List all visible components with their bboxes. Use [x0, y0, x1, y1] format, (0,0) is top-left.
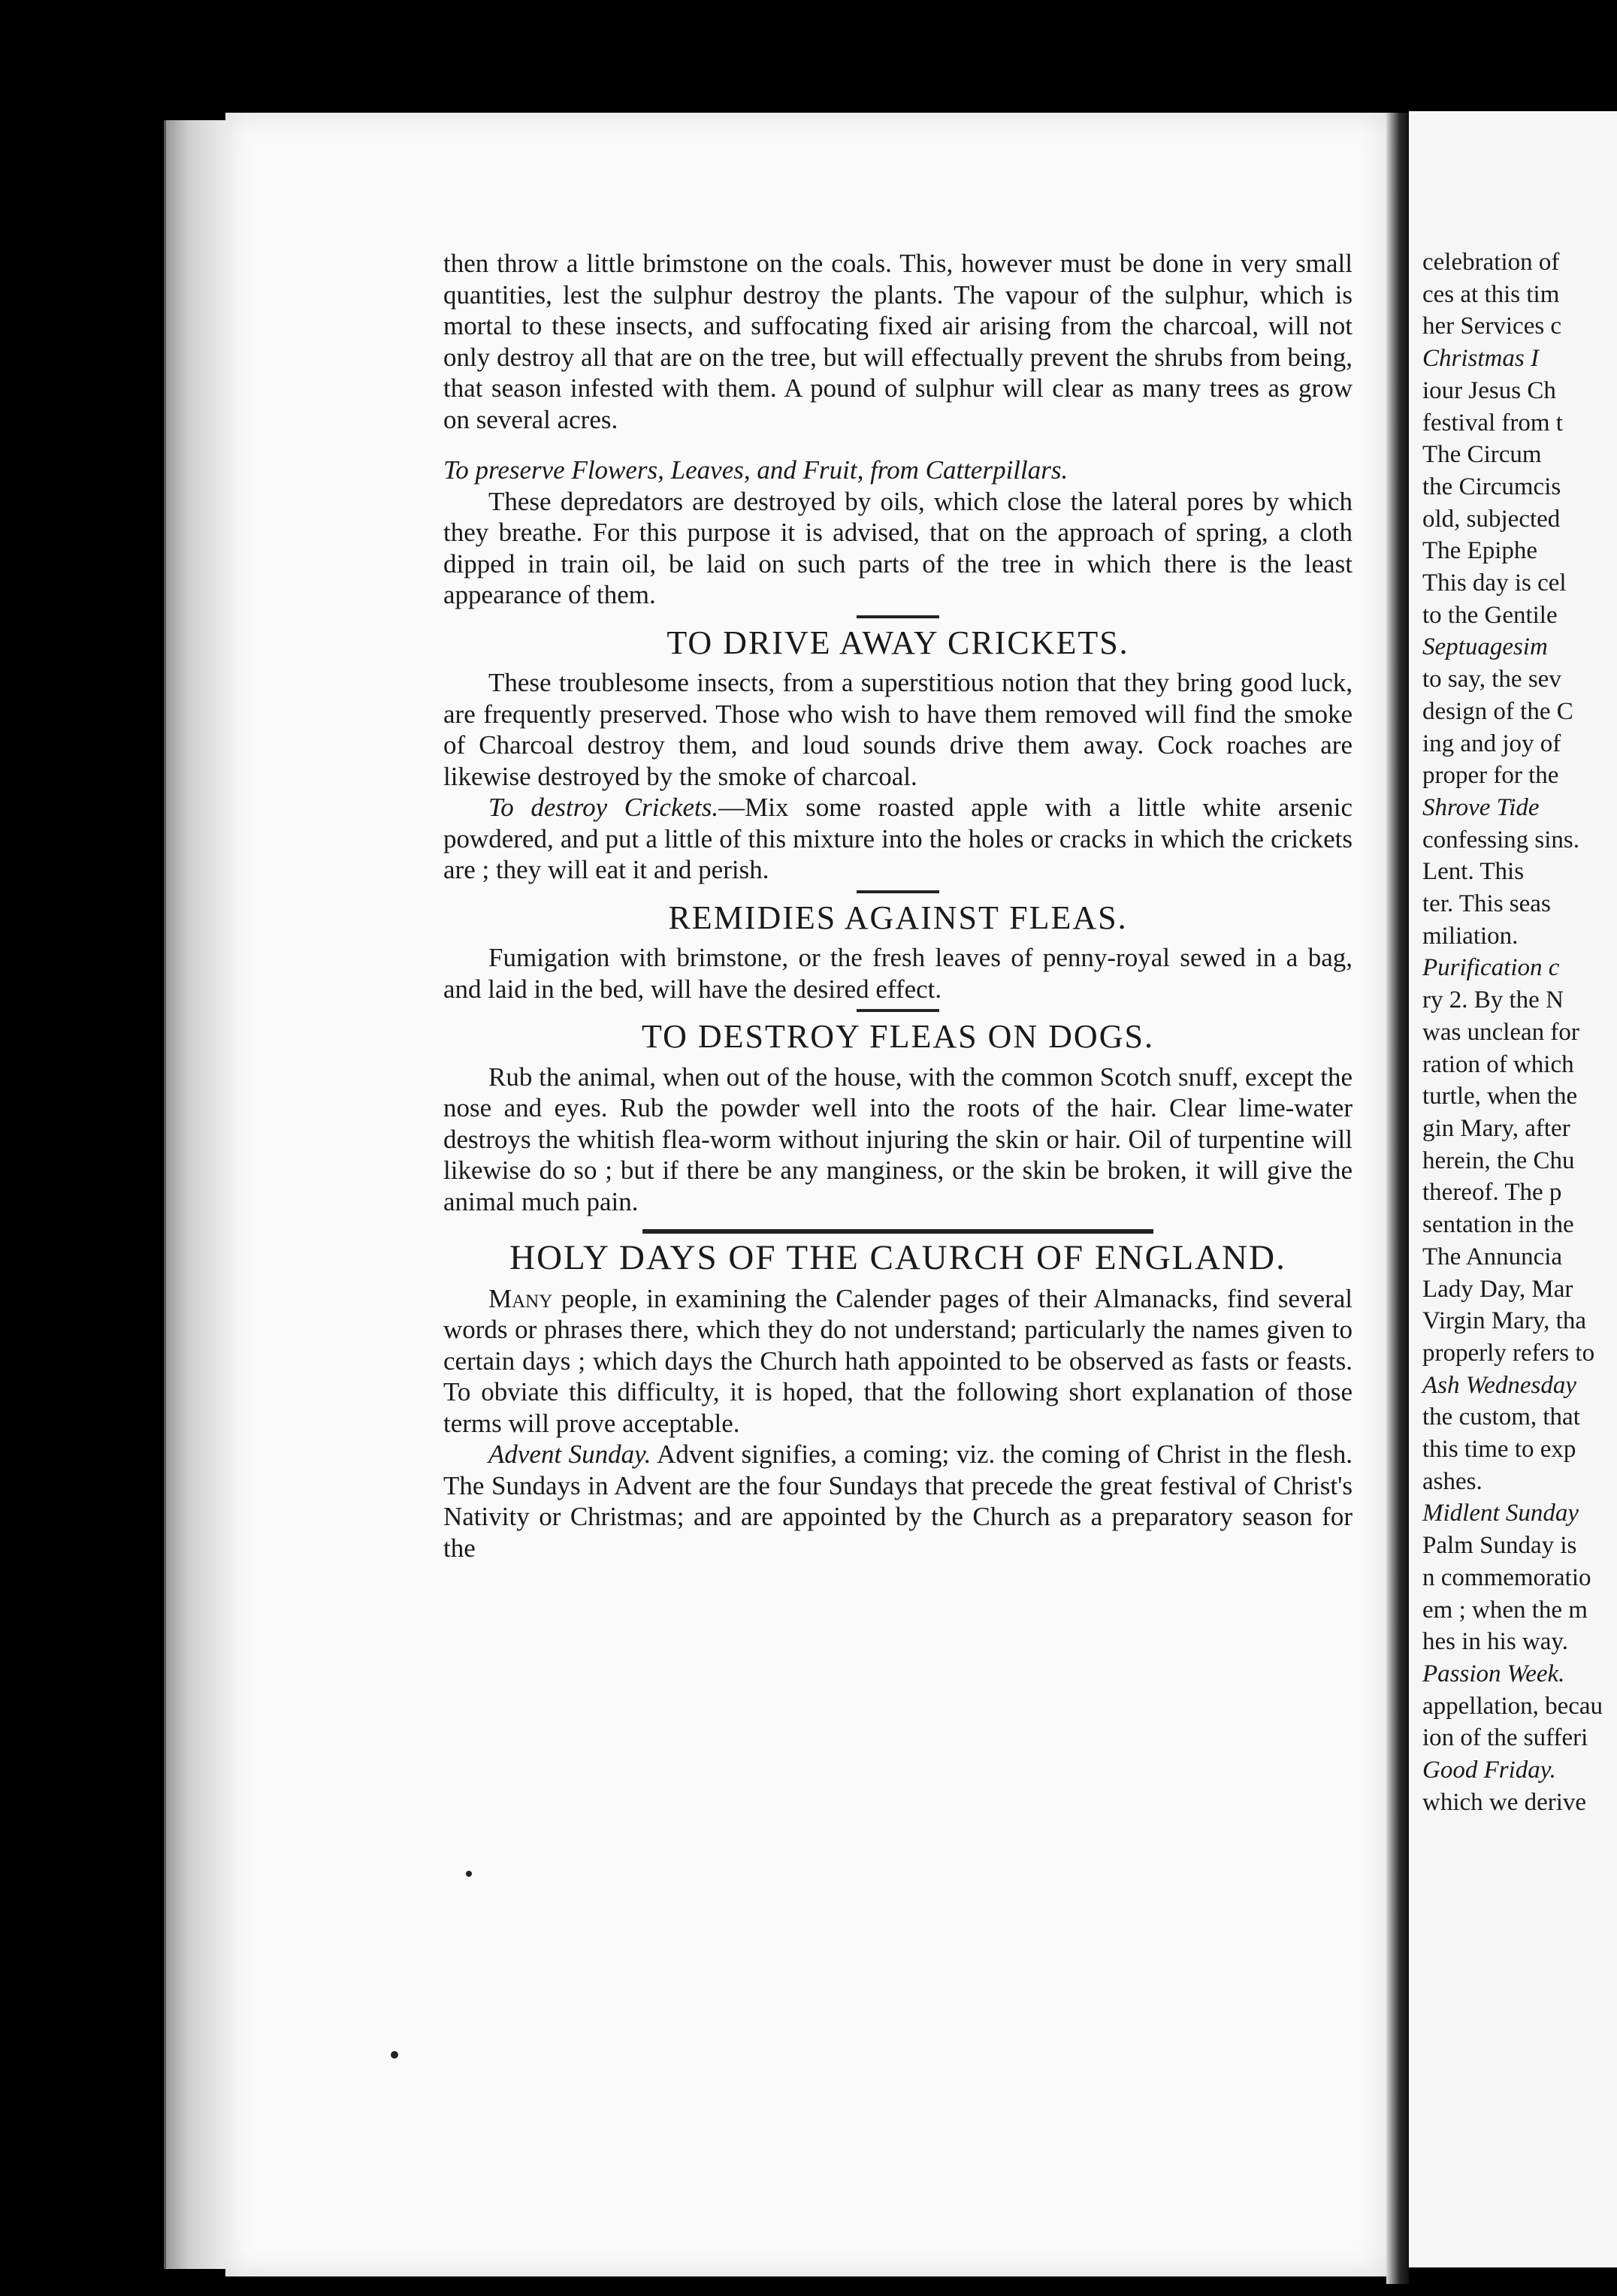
crickets-sub-label: To destroy Crickets. — [488, 793, 719, 822]
crickets-sub-body: —Mix some roasted apple with a little white arsenic powdered, and put a little of this mixture into the holes or cracks in which the crickets are ; they will eat it and perish. — [443, 793, 1353, 884]
left-page-text — [443, 248, 1353, 1563]
right-page-line: turtle, when the — [1422, 1083, 1578, 1110]
right-page-line: the custom, that — [1422, 1403, 1580, 1431]
right-page-line: miliation. — [1422, 922, 1519, 950]
right-page-line: design of the C — [1422, 697, 1573, 725]
crickets-sub — [443, 792, 1353, 886]
right-page-line: gin Mary, after — [1422, 1114, 1570, 1142]
right-page-line: herein, the Chu — [1422, 1146, 1575, 1174]
right-page-line: Lady Day, Mar — [1422, 1275, 1573, 1303]
right-page-line: the Circumcis — [1422, 473, 1561, 500]
right-page-line: ry 2. By the N — [1422, 986, 1564, 1014]
right-page-text — [1422, 246, 1617, 1818]
right-page-line: proper for the — [1422, 762, 1559, 790]
right-page-line: ter. This seas — [1422, 890, 1551, 918]
holy-days-intro-text: people, in examining the Calender pages of their Almanacks, find several words or phrases there, which they do not understand; particularly the names given to certain days ; which days the Church hath appointed to be observed as fasts or feasts. To obviate this difficulty, it is hoped, that the following short explanation of those terms will prove acceptable. — [443, 1283, 1353, 1438]
right-page-line: this time to exp — [1422, 1436, 1576, 1464]
fleas-dogs-heading: TO DESTROY FLEAS ON DOGS. — [642, 1018, 1154, 1055]
right-page-line: ces at this tim — [1422, 280, 1560, 308]
holy-days-intro — [443, 1283, 1353, 1440]
section-divider — [857, 890, 939, 893]
crickets-heading: TO DRIVE AWAY CRICKETS. — [666, 624, 1129, 661]
right-page-line: festival from t — [1422, 409, 1563, 437]
ink-speck — [391, 2051, 398, 2059]
crickets-body: These troublesome insects, from a superstitious notion that they bring good luck, are frequently preserved. Those who wish to have them removed will find the smoke of Charcoal destroy them, and loud sounds drive them away. Cock roaches are likewise destroyed by the smoke of charcoal. — [443, 668, 1353, 791]
right-page-line: Shrove Tide — [1422, 793, 1540, 821]
right-page-line: to the Gentile — [1422, 601, 1558, 629]
right-page-line: sentation in the — [1422, 1211, 1574, 1239]
right-page-line: Christmas I — [1422, 345, 1539, 373]
right-page-line: to say, the sev — [1422, 666, 1561, 693]
section-divider — [857, 1009, 939, 1012]
right-page-line: The Epiphe — [1422, 537, 1538, 565]
right-page-line: ion of the sufferi — [1422, 1724, 1588, 1752]
right-page-line: old, subjected — [1422, 505, 1561, 533]
right-page-line: Septuagesim — [1422, 633, 1548, 661]
right-page-line: her Services c — [1422, 313, 1562, 340]
holy-days-intro-first: Many — [488, 1283, 553, 1313]
right-page-line: ration of which — [1422, 1050, 1574, 1078]
fleas-heading: REMIDIES AGAINST FLEAS. — [668, 899, 1128, 936]
right-page-line: hes in his way. — [1422, 1628, 1569, 1656]
right-page-line: Virgin Mary, tha — [1422, 1307, 1586, 1335]
right-page-line: ashes. — [1422, 1467, 1483, 1495]
ink-speck — [466, 1871, 472, 1877]
right-page-line: em ; when the m — [1422, 1596, 1588, 1624]
right-page-line: was unclean for — [1422, 1018, 1579, 1046]
advent-body: Advent signifies, a coming; viz. the coming of Christ in the flesh. The Sundays in Advent are the four Sundays that precede the great festival of Christ's Nativity or Christmas; and are appointed by the Church as a preparatory season for the — [443, 1440, 1353, 1563]
right-page-line: ing and joy of — [1422, 730, 1561, 757]
right-page-line: Lent. This — [1422, 858, 1525, 886]
section-divider — [857, 615, 939, 618]
right-page-line: Ash Wednesday — [1422, 1371, 1576, 1399]
right-page-line: properly refers to — [1422, 1339, 1595, 1367]
right-page-line: n commemoratio — [1422, 1563, 1591, 1591]
fleas-body: Fumigation with brimstone, or the fresh leaves of penny-royal sewed in a bag, and laid in the bed, will have the desired effect. — [443, 943, 1353, 1004]
advent-paragraph — [443, 1439, 1353, 1563]
advent-label: Advent Sunday. — [488, 1440, 651, 1469]
right-page-line: This day is cel — [1422, 569, 1567, 597]
right-page-line: celebration of — [1422, 249, 1560, 276]
fleas-dogs-body: Rub the animal, when out of the house, with the common Scotch snuff, except the nose and eyes. Rub the powder well into the roots of the hair. Clear lime-water destroys the whitish flea-worm without injuring the skin or hair. Oil of turpentine will likewise do so ; but if there be any manginess, or the skin be broken, it will give the animal much pain. — [443, 1062, 1353, 1216]
right-page-line: which we derive — [1422, 1788, 1587, 1816]
section-divider-long — [642, 1229, 1153, 1234]
caterpillars-heading: To preserve Flowers, Leaves, and Fruit, from Catterpillars. — [443, 455, 1068, 485]
right-page-line: appellation, becau — [1422, 1692, 1603, 1720]
right-page-line: Purification c — [1422, 954, 1560, 982]
right-page-line: The Annuncia — [1422, 1243, 1563, 1270]
right-page-line: thereof. The p — [1422, 1179, 1562, 1207]
caterpillars-body: These depredators are destroyed by oils, which close the lateral pores by which they breathe. For this purpose it is advised, that on the approach of spring, a cloth dipped in train oil, be laid on such parts of the tree in which there is the least appearance of them. — [443, 486, 1353, 609]
right-page — [1409, 111, 1617, 2267]
right-page-line: Passion Week. — [1422, 1660, 1565, 1687]
right-page-line: The Circum — [1422, 441, 1542, 469]
right-page-line: iour Jesus Ch — [1422, 376, 1556, 404]
book-gutter — [1386, 113, 1409, 2284]
right-page-line: Palm Sunday is — [1422, 1532, 1577, 1560]
right-page-line: Midlent Sunday — [1422, 1500, 1579, 1527]
holy-days-heading: HOLY DAYS OF THE CAURCH OF ENGLAND. — [509, 1238, 1286, 1277]
intro-paragraph: then throw a little brimstone on the coals. This, however must be done in very small quantities, lest the sulphur destroy the plants. The vapour of the sulphur, which is mortal to these insects, and suffocating fixed air arising from the charcoal, will not only destroy all that are on the tree, but will effectually prevent the shrubs from being, that season infested with them. A pound of sulphur will clear as many trees as grow on several acres. — [443, 249, 1353, 434]
right-page-line: confessing sins. — [1422, 826, 1579, 853]
right-page-line: Good Friday. — [1422, 1757, 1556, 1784]
